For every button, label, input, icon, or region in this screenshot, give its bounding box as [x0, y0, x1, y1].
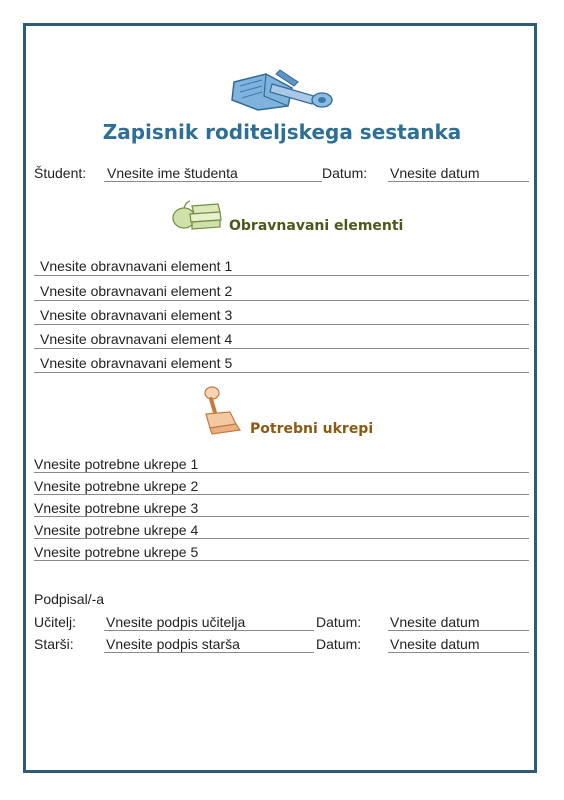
- teacher-date-field[interactable]: Vnesite datum: [390, 614, 480, 630]
- parent-date-field[interactable]: Vnesite datum: [390, 636, 480, 652]
- books-apple-icon: [170, 196, 224, 234]
- action-underline: [34, 472, 529, 473]
- parent-date-underline: [388, 652, 529, 653]
- discussed-item[interactable]: Vnesite obravnavani element 5: [40, 355, 233, 371]
- student-name-field[interactable]: Vnesite ime študenta: [107, 165, 238, 181]
- student-label: Študent:: [34, 165, 87, 181]
- action-underline: [34, 560, 529, 561]
- student-underline: [104, 181, 322, 182]
- action-item[interactable]: Vnesite potrebne ukrepe 5: [34, 544, 199, 560]
- parent-label: Starši:: [34, 636, 74, 652]
- discussed-heading: Obravnavani elementi: [229, 218, 404, 234]
- discussed-item[interactable]: Vnesite obravnavani element 1: [40, 258, 233, 274]
- parent-underline: [104, 652, 314, 653]
- action-item[interactable]: Vnesite potrebne ukrepe 2: [34, 478, 199, 494]
- teacher-signature-field[interactable]: Vnesite podpis učitelja: [106, 614, 246, 630]
- student-date-field[interactable]: Vnesite datum: [390, 165, 480, 181]
- discussed-underline: [34, 300, 529, 301]
- parent-date-label: Datum:: [316, 636, 362, 652]
- teacher-date-label: Datum:: [316, 614, 362, 630]
- page-title: Zapisnik roditeljskega sestanka: [102, 120, 462, 144]
- student-date-label: Datum:: [322, 165, 368, 181]
- action-underline: [34, 494, 529, 495]
- discussed-underline: [34, 324, 529, 325]
- student-date-underline: [388, 181, 529, 182]
- action-item[interactable]: Vnesite potrebne ukrepe 1: [34, 456, 199, 472]
- action-item[interactable]: Vnesite potrebne ukrepe 4: [34, 522, 199, 538]
- signatures-heading: Podpisal/-a: [34, 591, 105, 607]
- discussed-underline: [34, 348, 529, 349]
- discussed-item[interactable]: Vnesite obravnavani element 4: [40, 331, 233, 347]
- action-item[interactable]: Vnesite potrebne ukrepe 3: [34, 500, 199, 516]
- notebook-pen-icon: [228, 66, 338, 112]
- action-underline: [34, 516, 529, 517]
- discussed-underline: [34, 372, 529, 373]
- stamp-icon: [200, 384, 246, 436]
- teacher-label: Učitelj:: [34, 614, 77, 630]
- actions-heading: Potrebni ukrepi: [250, 421, 374, 437]
- discussed-item[interactable]: Vnesite obravnavani element 3: [40, 307, 233, 323]
- parent-signature-field[interactable]: Vnesite podpis starša: [106, 636, 240, 652]
- teacher-date-underline: [388, 630, 529, 631]
- discussed-underline: [34, 275, 529, 276]
- discussed-item[interactable]: Vnesite obravnavani element 2: [40, 283, 233, 299]
- action-underline: [34, 538, 529, 539]
- teacher-underline: [104, 630, 314, 631]
